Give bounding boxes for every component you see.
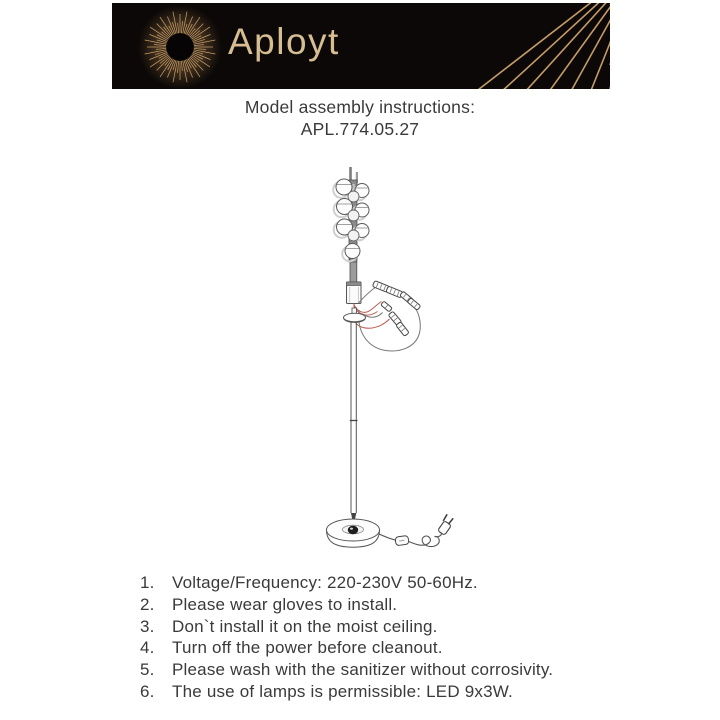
instruction-text: Don`t install it on the moist ceiling.: [172, 616, 438, 636]
instruction-number: 4.: [140, 638, 155, 658]
pole-flange: [344, 308, 366, 322]
floor-base: [327, 519, 380, 547]
brand-wordmark: Aployt: [228, 21, 340, 62]
power-plug: [438, 515, 453, 536]
instruction-text: Please wear gloves to install.: [172, 594, 398, 614]
instruction-number: 2.: [140, 594, 155, 614]
banner-rays-decoration: [474, 3, 610, 89]
sunburst-logo-icon: [138, 5, 222, 89]
lamp-assembly-diagram: [0, 156, 720, 566]
instruction-list: [140, 572, 660, 703]
instruction-number: 5.: [140, 660, 155, 680]
power-cord: [379, 515, 453, 547]
instruction-number: 1.: [140, 573, 155, 592]
instruction-item: [140, 637, 660, 659]
banner-decoration: [112, 3, 610, 89]
instruction-number: 3.: [140, 616, 155, 636]
instruction-text: Voltage/Frequency: 220-230V 50-60Hz.: [172, 573, 478, 592]
instructions-title: Model assembly instructions:: [244, 97, 476, 117]
instruction-text: Please wash with the sanitizer without corrosivity.: [172, 660, 554, 680]
rod-socket-cylinder: [347, 282, 362, 304]
instruction-item: [140, 616, 660, 638]
instruction-item: [140, 594, 660, 616]
instruction-text: The use of lamps is permissible: LED 9x3W.: [172, 681, 513, 701]
instruction-number: 6.: [140, 681, 155, 701]
instruction-item: [140, 681, 660, 703]
model-number: APL.774.05.27: [300, 119, 420, 139]
instruction-item: [140, 659, 660, 681]
lamp-heads: [333, 179, 369, 261]
lamp-pole: [350, 322, 358, 528]
cable-connectors: [372, 281, 420, 337]
brand-banner: [112, 3, 610, 89]
instruction-item: [140, 572, 660, 594]
inline-switch: [395, 535, 409, 545]
instruction-text: Turn off the power before cleanout.: [172, 638, 443, 658]
